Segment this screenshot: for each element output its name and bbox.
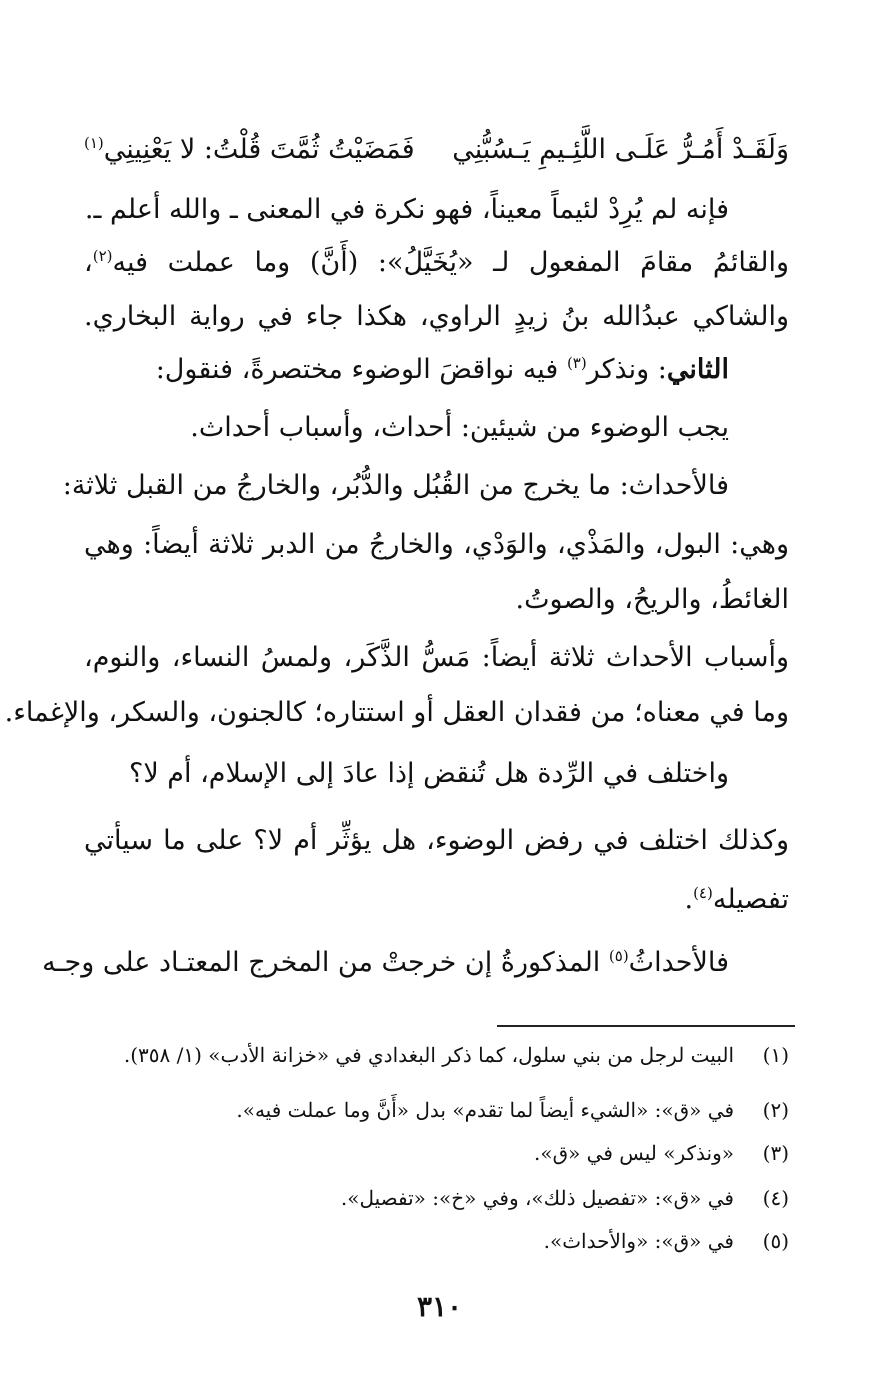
footnote-text: في «ق»: «الشيء أيضاً لما تقدم» بدل «أَنَّ وما عملت فيه». xyxy=(236,1098,734,1122)
text-line-4 xyxy=(84,350,789,390)
text-line-13-tail: . xyxy=(684,884,694,915)
footnote-4 xyxy=(84,1183,789,1213)
text-line-9: وأسباب الأحداث ثلاثة أيضاً: مَسُّ الذَّكَر، ولمسُ النساء، والنوم، xyxy=(84,642,789,673)
footnote-text: البيت لرجل من بني سلول، كما ذكر البغدادي في «خزانة الأدب» (١/ ٣٥٨). xyxy=(123,1043,734,1067)
footnote-ref-1: (١) xyxy=(84,134,104,152)
text-line-1: فإنه لم يُرِدْ لئيماً معيناً، فهو نكرة في المعنى ـ والله أعلم ـ. xyxy=(84,194,729,225)
text-line-13-main: تفصيله xyxy=(712,884,789,915)
text-line-2 xyxy=(84,243,789,283)
poetry-verse xyxy=(84,125,789,175)
text-line-13 xyxy=(84,880,789,920)
text-line-11: واختلف في الرِّدة هل تُنقض إذا عادَ إلى الإسلام، أم لا؟ xyxy=(128,758,729,789)
footnote-number: (١) xyxy=(762,1043,789,1067)
text-line-6: فالأحداث: ما يخرج من القُبُل والدُّبُر، والخارجُ من القبل ثلاثة: xyxy=(62,470,729,501)
text-line-14-b: المذكورةُ إن خرجتْ من المخرج المعتـاد على وجـه xyxy=(42,947,609,978)
verse-first-text: وَلَقَـدْ أَمُـرُّ عَلَـى اللَّئِـيمِ يَـسُبُّنِي xyxy=(452,134,789,165)
text-line-8: الغائطُ، والريحُ، والصوتُ. xyxy=(515,584,789,615)
footnote-number: (٥) xyxy=(762,1229,789,1253)
footnote-ref-5: (٥) xyxy=(608,947,629,965)
text-line-7: وهي: البول، والمَذْي، والوَدْي، والخارجُ من الدبر ثلاثة أيضاً: وهي xyxy=(84,529,789,560)
text-line-10: وما في معناه؛ من فقدان العقل أو استتاره؛ كالجنون، والسكر، والإغماء. xyxy=(4,697,789,728)
footnote-text: «ونذكر» ليس في «ق». xyxy=(533,1141,734,1165)
text-line-2-tail: ، xyxy=(84,247,93,278)
text-line-4-b: فيه نواقضَ الوضوء مختصرةً، فنقول: xyxy=(155,354,567,385)
footnote-ref-3: (٣) xyxy=(566,354,587,372)
text-line-12: وكذلك اختلف في رفض الوضوء، هل يؤثِّر أم لا؟ على ما سيأتي xyxy=(84,825,789,856)
footnote-3 xyxy=(84,1138,789,1168)
footnote-1 xyxy=(84,1040,789,1070)
footnote-number: (٤) xyxy=(762,1186,789,1210)
text-line-14 xyxy=(42,943,789,983)
verse-second-hemistich xyxy=(84,125,415,175)
footnote-number: (٣) xyxy=(762,1141,789,1165)
page-number: ٣١٠ xyxy=(416,1290,463,1323)
footnote-5 xyxy=(84,1226,789,1256)
text-line-14-a: فالأحداثُ xyxy=(628,947,729,978)
footnote-2 xyxy=(84,1095,789,1125)
footnote-ref-4: (٤) xyxy=(693,884,713,902)
verse-first-hemistich xyxy=(452,125,789,175)
footnote-ref-2: (٢) xyxy=(92,247,113,265)
text-line-4-a: : ونذكر xyxy=(586,354,667,385)
section-heading-second: الثاني xyxy=(666,354,729,385)
text-line-3: والشاكي عبدُالله بنُ زيدٍ الراوي، هكذا جاء في رواية البخاري. xyxy=(84,301,789,332)
text-line-5: يجب الوضوء من شيئين: أحداث، وأسباب أحداث. xyxy=(190,412,729,443)
text-line-2-main: والقائمُ مقامَ المفعول لـ «يُخَيَّلُ»: (أَنَّ) وما عملت فيه xyxy=(112,247,789,278)
footnote-text: في «ق»: «تفصيل ذلك»، وفي «خ»: «تفصيل». xyxy=(340,1186,734,1210)
verse-second-text: فَمَضَيْتُ ثُمَّتَ قُلْتُ: لا يَعْنِينِي xyxy=(103,134,415,165)
footnote-separator xyxy=(497,1025,795,1027)
footnote-number: (٢) xyxy=(762,1098,789,1122)
footnote-text: في «ق»: «والأحداث». xyxy=(543,1229,734,1253)
